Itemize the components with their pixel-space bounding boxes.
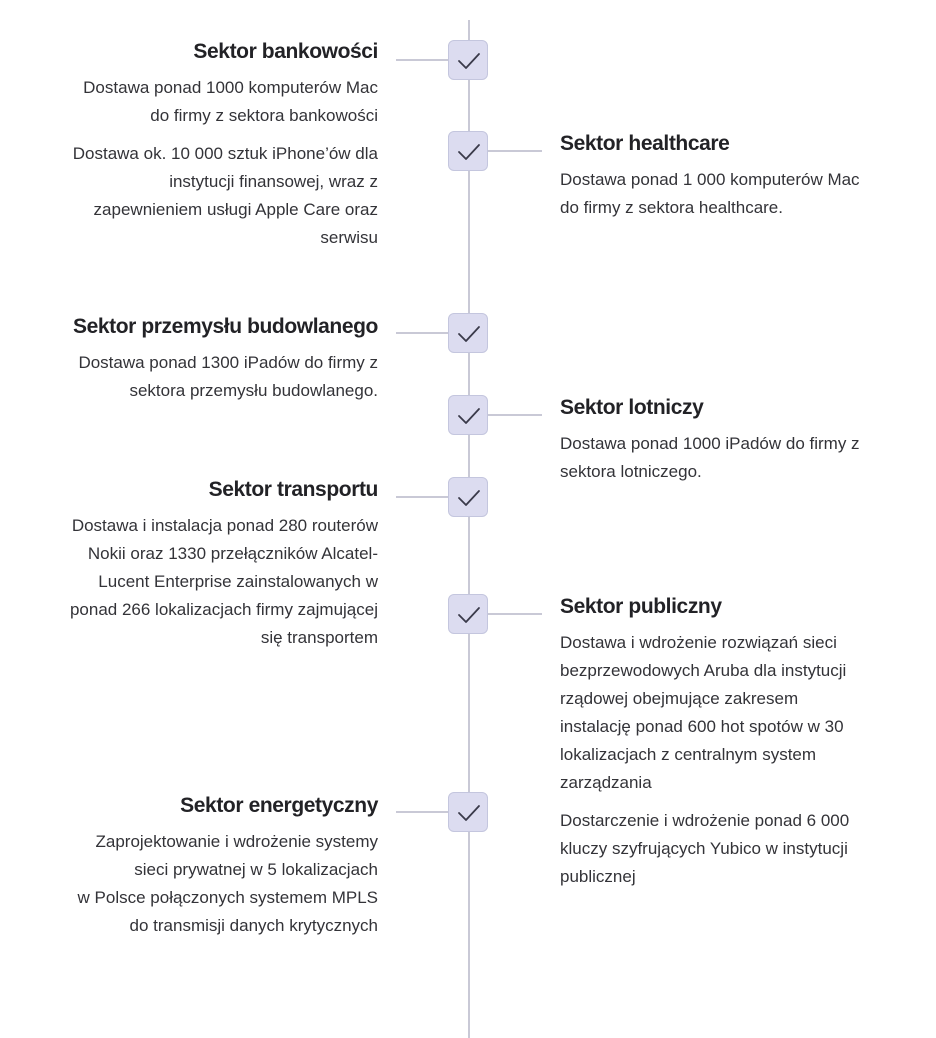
sector-description [33,512,378,652]
milestone-checkbox-right-0 [448,131,488,171]
description-line: Dostawa ponad 1 000 komputerów Mac [560,170,860,189]
description-line: instalację ponad 600 hot spotów w 30 [560,717,844,736]
description-line: ponad 266 lokalizacjach firmy zajmującej [69,600,378,619]
description-line: do transmisji danych krytycznych [129,916,378,935]
sector-card-right-2 [560,593,900,901]
sector-title: Sektor bankowości [193,40,378,63]
description-line: Dostawa ponad 1300 iPadów do firmy z [78,353,378,372]
checkmark-icon [457,140,481,164]
description-line: instytucji finansowej, wraz z [169,172,378,191]
checkmark-icon [457,603,481,627]
sector-title: Sektor healthcare [560,132,730,155]
checkmark-icon [457,322,481,346]
description-line: publicznej [560,867,636,886]
milestone-checkbox-left-1 [448,313,488,353]
description-line: zarządzania [560,773,652,792]
checkmark-icon [457,49,481,73]
checkmark-icon [457,404,481,428]
milestone-checkbox-left-3 [448,792,488,832]
description-line: Nokii oraz 1330 przełączników Alcatel- [87,544,378,563]
timeline-connector-left-3 [396,811,448,813]
sector-description [33,828,378,940]
timeline-connector-right-1 [488,414,542,416]
timeline-connector-left-2 [396,496,448,498]
description-line: do firmy z sektora healthcare. [560,198,783,217]
sector-card-left-1 [33,313,378,415]
sector-card-left-0 [33,38,378,262]
checkmark-icon [457,486,481,510]
description-line: zapewnieniem usługi Apple Care oraz [93,200,378,219]
description-line: Dostawa ponad 1000 iPadów do firmy z [560,434,860,453]
sector-card-right-0 [560,130,900,232]
timeline-connector-left-0 [396,59,448,61]
description-line: Zaprojektowanie i wdrożenie systemy [95,832,378,851]
milestone-checkbox-left-2 [448,477,488,517]
sector-title: Sektor publiczny [560,595,722,618]
description-line: serwisu [320,228,378,247]
description-line: lokalizacjach z centralnym system [560,745,817,764]
sector-description [33,74,378,130]
description-line: sektora lotniczego. [560,462,702,481]
description-line: Dostawa ponad 1000 komputerów Mac [83,78,378,97]
sector-description [560,629,900,797]
sector-title: Sektor transportu [208,478,378,501]
description-line: rządowej obejmujące zakresem [560,689,799,708]
sector-title: Sektor energetyczny [180,794,378,817]
description-line: Dostawa i wdrożenie rozwiązań sieci [560,633,837,652]
description-line: sieci prywatnej w 5 lokalizacjach [134,860,378,879]
sector-description [560,807,900,891]
checkmark-icon [457,801,481,825]
milestone-checkbox-right-1 [448,395,488,435]
description-line: Dostawa i instalacja ponad 280 routerów [71,516,378,535]
description-line: Lucent Enterprise zainstalowanych w [98,572,378,591]
milestone-checkbox-right-2 [448,594,488,634]
timeline-connector-right-0 [488,150,542,152]
sector-description [33,140,378,252]
timeline-connector-left-1 [396,332,448,334]
timeline-connector-right-2 [488,613,542,615]
description-line: w Polsce połączonych systemem MPLS [77,888,378,907]
description-line: bezprzewodowych Aruba dla instytucji [560,661,847,680]
sector-description [33,349,378,405]
description-line: Dostawa ok. 10 000 sztuk iPhone’ów dla [72,144,378,163]
sector-title: Sektor przemysłu budowlanego [72,315,378,338]
sector-card-right-1 [560,394,900,496]
sector-description [560,430,900,486]
description-line: do firmy z sektora bankowości [150,106,378,125]
description-line: Dostarczenie i wdrożenie ponad 6 000 [560,811,850,830]
sector-card-left-3 [33,792,378,950]
sector-title: Sektor lotniczy [560,396,704,419]
description-line: się transportem [260,628,378,647]
milestone-checkbox-left-0 [448,40,488,80]
description-line: kluczy szyfrujących Yubico w instytucji [560,839,848,858]
sector-card-left-2 [33,476,378,662]
sector-description [560,166,900,222]
description-line: sektora przemysłu budowlanego. [129,381,378,400]
timeline-axis [468,20,470,1038]
